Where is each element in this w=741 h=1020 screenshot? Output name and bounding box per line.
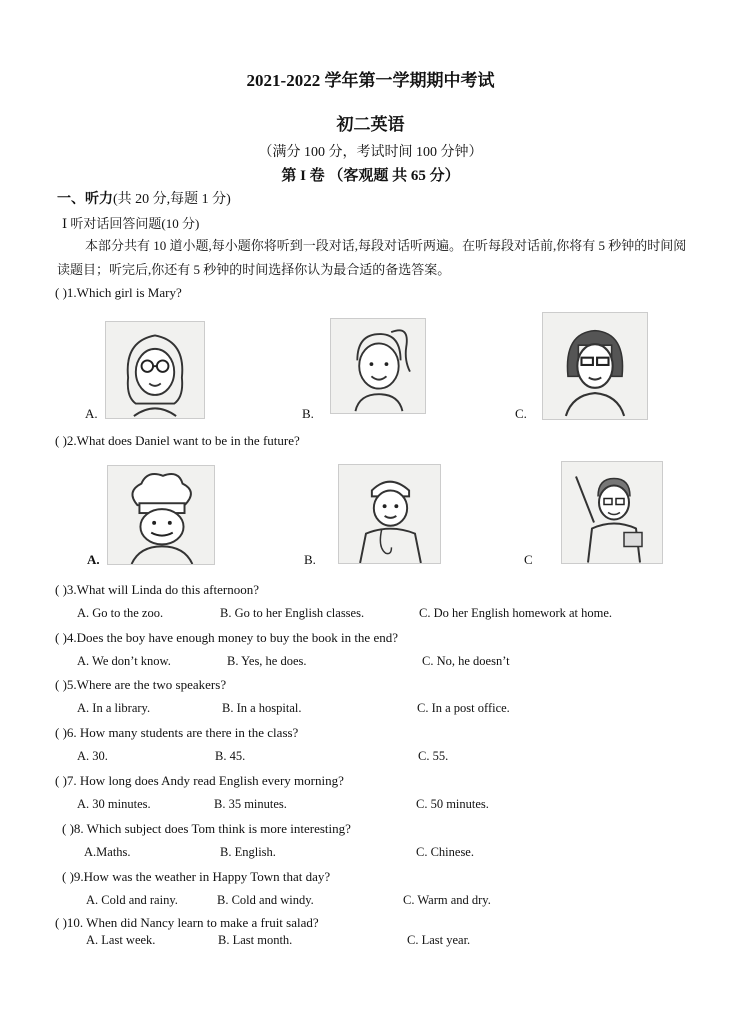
answer-blank[interactable]: ( ) [62,821,74,836]
question-6 [55,725,298,741]
question-text: 8. Which subject does Tom think is more interesting? [73,821,351,836]
part-heading: Ⅰ 听对话回答问题(10 分) [62,216,200,231]
doctor-icon [339,465,440,563]
question-9 [62,869,330,885]
question-text: 4.Does the boy have enough money to buy the book in the end? [66,630,398,645]
option-c[interactable]: C. Do her English homework at home. [419,606,613,620]
section-name: 一、听力 [57,192,113,207]
answer-blank[interactable]: ( ) [55,915,67,930]
girl-glasses-pigtails-image[interactable] [105,321,205,419]
option-b[interactable]: B. In a hospital. [222,701,302,715]
girl-bob-glasses-icon [543,313,647,419]
option-a-label[interactable]: A. [87,552,100,567]
exam-subject: 初二英语 [336,115,405,134]
answer-blank[interactable]: ( ) [62,869,74,884]
option-c[interactable]: C. Warm and dry. [403,893,491,907]
option-c-label[interactable]: C. [515,406,527,421]
answer-blank[interactable]: ( ) [55,285,67,300]
option-a[interactable]: A. We don’t know. [77,654,171,668]
question-7 [55,773,344,789]
exam-title: 2021-2022 学年第一学期期中考试 [246,71,495,90]
option-a[interactable]: A. Last week. [86,933,156,947]
option-b[interactable]: B. English. [220,845,276,859]
option-c-label[interactable]: C [524,552,533,567]
question-text: 3.What will Linda do this afternoon? [66,582,259,597]
question-2 [55,433,300,449]
question-8 [62,821,351,837]
option-b[interactable]: B. Go to her English classes. [220,606,365,620]
option-c[interactable]: C. 55. [418,749,449,763]
instructions: 本部分共有 10 道小题,每小题你将听到一段对话,每段对话听两遍。在听每段对话前,你将有 5 秒钟的时间阅读题目；听完后,你还有 5 秒钟的时间选择你认为最合适的备选答案。 [57,238,687,277]
question-text: 7. How long does Andy read English every morning? [66,773,344,788]
option-c[interactable]: C. 50 minutes. [416,797,489,811]
option-b-label[interactable]: B. [304,552,316,567]
option-a[interactable]: A.Maths. [84,845,131,859]
teacher-icon [562,462,662,563]
question-4 [55,630,398,646]
question-text: 5.Where are the two speakers? [66,677,227,692]
option-a[interactable]: A. In a library. [77,701,151,715]
question-3 [55,582,259,598]
option-a[interactable]: A. Cold and rainy. [86,893,178,907]
option-c[interactable]: C. In a post office. [417,701,510,715]
answer-blank[interactable]: ( ) [55,433,67,448]
option-c[interactable]: C. No, he doesn’t [422,654,510,668]
option-b[interactable]: B. 35 minutes. [214,797,287,811]
question-text: 2.What does Daniel want to be in the future? [66,433,300,448]
question-10 [55,915,319,931]
girl-ponytail-icon [331,319,425,413]
option-b[interactable]: B. Cold and windy. [217,893,314,907]
teacher-image[interactable] [561,461,663,564]
option-b-label[interactable]: B. [302,406,314,421]
question-5 [55,677,226,693]
girl-glasses-pigtails-icon [106,322,204,418]
option-b[interactable]: B. 45. [215,749,246,763]
option-a-label[interactable]: A. [85,406,98,421]
option-a[interactable]: A. 30. [77,749,108,763]
section-heading [57,188,231,208]
question-text: 10. When did Nancy learn to make a fruit salad? [66,915,319,930]
chef-image[interactable] [107,465,215,565]
option-a[interactable]: A. 30 minutes. [77,797,151,811]
option-a[interactable]: A. Go to the zoo. [77,606,164,620]
answer-blank[interactable]: ( ) [55,582,67,597]
option-b[interactable]: B. Last month. [218,933,293,947]
chef-icon [108,466,214,564]
option-b[interactable]: B. Yes, he does. [227,654,307,668]
question-text: 9.How was the weather in Happy Town that day? [73,869,331,884]
answer-blank[interactable]: ( ) [55,677,67,692]
answer-blank[interactable]: ( ) [55,773,67,788]
option-c[interactable]: C. Last year. [407,933,471,947]
answer-blank[interactable]: ( ) [55,725,67,740]
question-text: 1.Which girl is Mary? [66,285,182,300]
question-text: 6. How many students are there in the class? [66,725,299,740]
doctor-image[interactable] [338,464,441,564]
exam-info: （满分 100 分，考试时间 100 分钟） [258,145,483,160]
girl-bob-glasses-image[interactable] [542,312,648,420]
answer-blank[interactable]: ( ) [55,630,67,645]
option-c[interactable]: C. Chinese. [416,845,474,859]
volume-heading: 第 I 卷 （客观题 共 65 分） [281,168,460,184]
question-1 [55,285,182,301]
section-detail: (共 20 分,每题 1 分) [113,192,231,207]
girl-ponytail-image[interactable] [330,318,426,414]
